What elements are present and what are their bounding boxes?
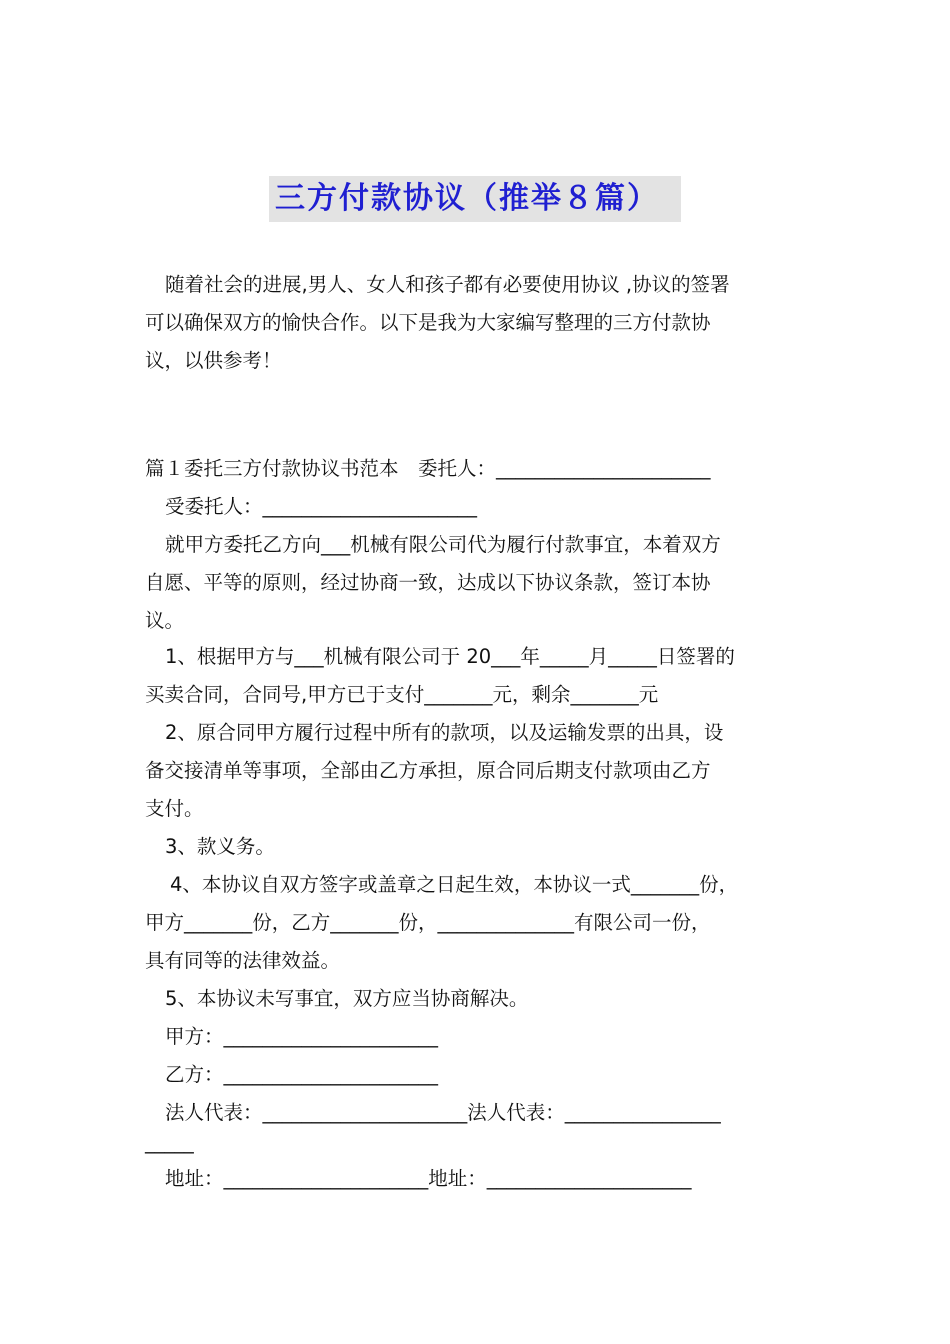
- clause-3-line: 3、款义务。: [165, 835, 275, 858]
- intro-line-3: 议，以供参考！: [145, 349, 282, 372]
- clause-1-line: 1、根据甲方与___机械有限公司于 20___年_____月_____日签署的: [165, 645, 735, 668]
- paragraph-line: 就甲方委托乙方向___机械有限公司代为履行付款事宜，本着双方: [165, 533, 721, 556]
- clause-4-line: 具有同等的法律效益。: [145, 949, 341, 972]
- intro-line-1: 随着社会的进展,男人、女人和孩子都有必要使用协议 ,协议的签署: [165, 273, 730, 296]
- paragraph-line: 议。: [145, 609, 185, 632]
- party-a-signature-line: 甲方：______________________: [165, 1025, 439, 1048]
- clause-4-line: 甲方_______份，乙方_______份，______________有限公司一份，: [145, 911, 711, 934]
- paragraph-line: 自愿、平等的原则，经过协商一致，达成以下协议条款，签订本协: [145, 571, 711, 594]
- address-line: 地址：_____________________地址：_____________________: [165, 1167, 692, 1190]
- section1-heading: 篇１委托三方付款协议书范本 委托人：______________________: [145, 457, 711, 480]
- clause-4-line: 4、本协议自双方签字或盖章之日起生效，本协议一式_______份，: [170, 873, 739, 896]
- document-title: 三方付款协议（推举８篇）: [269, 176, 681, 222]
- intro-line-2: 可以确保双方的愉快合作。以下是我为大家编写整理的三方付款协: [145, 311, 711, 334]
- clause-2-line: 备交接清单等事项，全部由乙方承担，原合同后期支付款项由乙方: [145, 759, 711, 782]
- entrustee-line: 受委托人：______________________: [165, 495, 478, 518]
- clause-5-line: 5、本协议未写事宜，双方应当协商解决。: [165, 987, 529, 1010]
- clause-2-line: 2、原合同甲方履行过程中所有的款项，以及运输发票的出具，设: [165, 721, 724, 744]
- legal-rep-line-continued: _____: [145, 1131, 194, 1154]
- legal-rep-line: 法人代表：_____________________法人代表：________________: [165, 1101, 721, 1124]
- title-container: [0, 176, 950, 222]
- party-b-signature-line: 乙方：______________________: [165, 1063, 439, 1086]
- clause-2-line: 支付。: [145, 797, 204, 820]
- clause-1-line: 买卖合同，合同号,甲方已于支付_______元，剩余_______元: [145, 683, 659, 706]
